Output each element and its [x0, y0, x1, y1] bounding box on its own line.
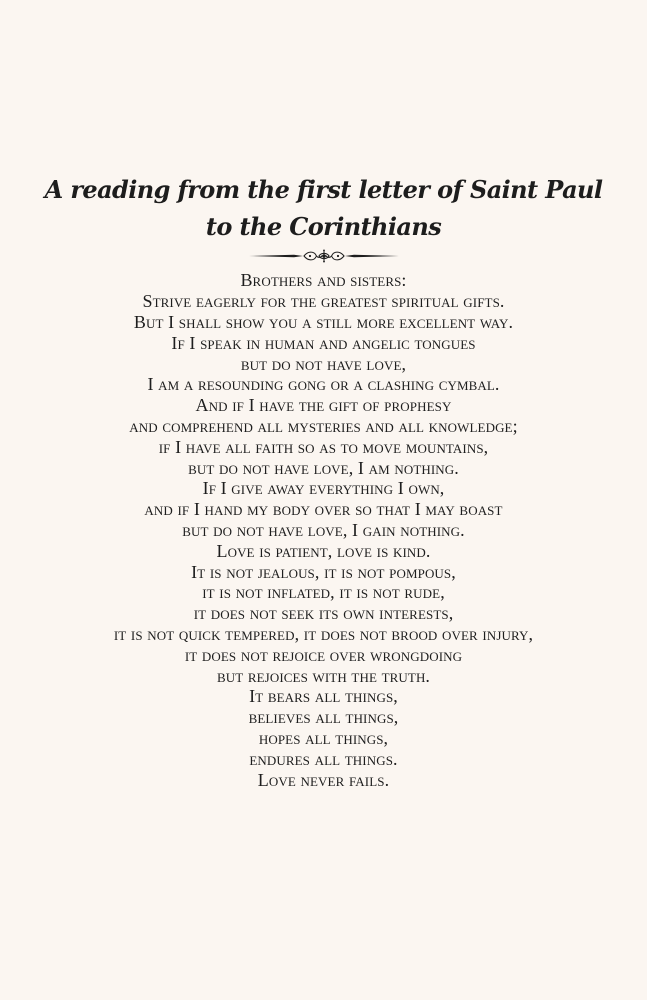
reading-line: If I give away everything I own,	[202, 478, 445, 499]
reading-line: but do not have love,	[240, 353, 407, 374]
reading-line: but rejoices with the truth.	[216, 665, 431, 686]
ornamental-flourish-icon	[247, 249, 401, 263]
reading-line: and comprehend all mysteries and all knowledge;	[129, 415, 518, 436]
reading-line: It bears all things,	[249, 686, 398, 707]
reading-line: But I shall show you a still more excellent way.	[133, 311, 514, 332]
reading-line: Brothers and sisters:	[240, 270, 407, 291]
reading-line: And if I have the gift of prophesy	[195, 395, 452, 416]
reading-title	[0, 171, 647, 245]
reading-line: I am a resounding gong or a clashing cymbal.	[147, 374, 500, 395]
reading-line: endures all things.	[249, 748, 398, 769]
reading-line: but do not have love, I gain nothing.	[182, 519, 465, 540]
reading-line: Love never fails.	[257, 769, 390, 790]
reading-line: it is not quick tempered, it does not brood over injury,	[113, 623, 534, 644]
reading-title-line-2: to the Corinthians	[205, 212, 442, 242]
reading-line: Strive eagerly for the greatest spiritual gifts.	[142, 291, 505, 312]
reading-line: but do not have love, I am nothing.	[188, 457, 459, 478]
reading-line: If I speak in human and angelic tongues	[171, 332, 476, 353]
reading-line: it does not seek its own interests,	[193, 603, 454, 624]
reading-title-line-1: A reading from the first letter of Saint Paul	[44, 175, 603, 204]
reading-line: and if I hand my body over so that I may boast	[144, 499, 503, 520]
reading-line: if I have all faith so as to move mountains,	[158, 436, 489, 457]
reading-line: Love is patient, love is kind.	[216, 540, 431, 561]
reading-text	[0, 270, 647, 790]
reading-line: hopes all things,	[258, 727, 389, 748]
reading-line: it is not inflated, it is not rude,	[202, 582, 445, 603]
reading-line: it does not rejoice over wrongdoing	[184, 644, 463, 665]
reading-line: It is not jealous, it is not pompous,	[191, 561, 456, 582]
reading-line: believes all things,	[248, 707, 399, 728]
